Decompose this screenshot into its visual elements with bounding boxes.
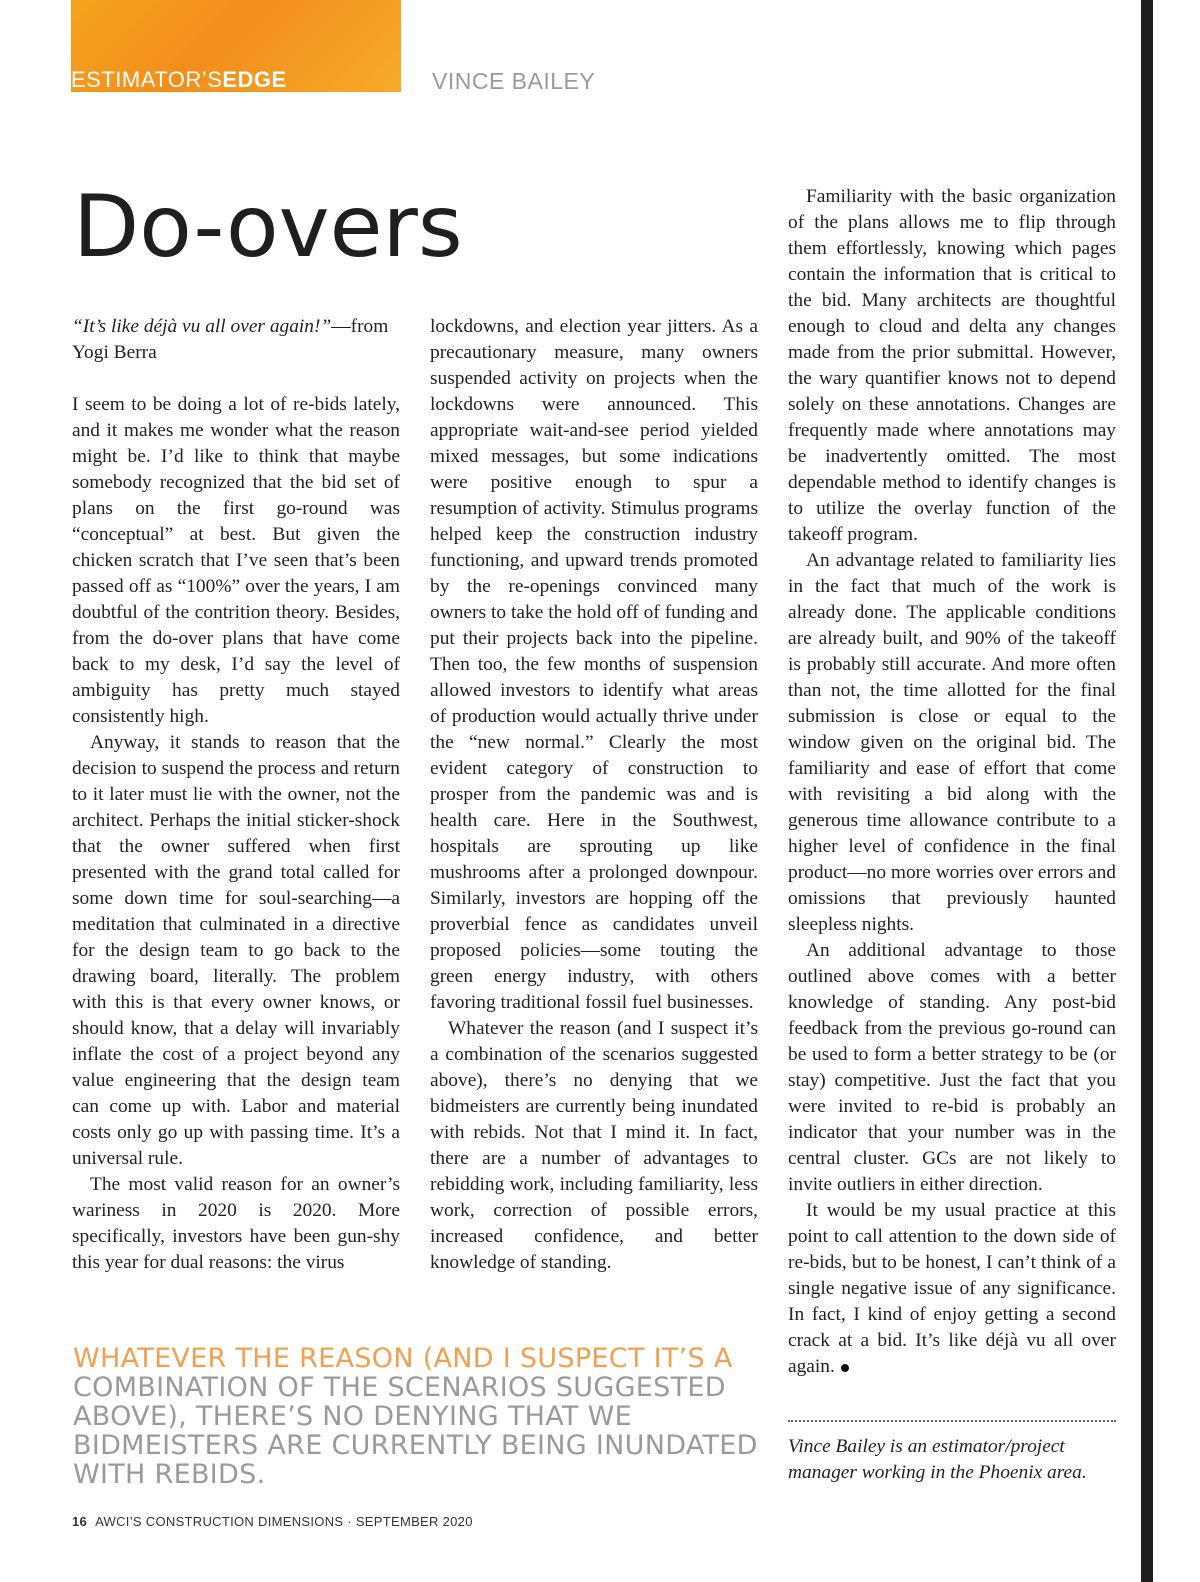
epigraph-quote: “It’s like déjà vu all over again!”	[72, 316, 332, 337]
paragraph: lockdowns, and election year jitters. As a precautionary measure, many owners suspended activity on projects when the lockdowns were announced. This appropriate wait-and-see period yielded mixed messages, but some indications were positive enough to spur a resumption of activity. Stimulus programs helped keep the construction industry functioning, and upward trends promoted by the re-openings convinced many owners to take the hold off of funding and put their projects back into the pipeline. Then too, the few months of suspension allowed investors to identify what areas of production would actually thrive under the “new normal.” Clearly the most evident category of construction to prosper from the pandemic was and is health care. Here in the Southwest, hospitals are sprouting up like mushrooms after a prolonged downpour. Similarly, investors are hopping off the proverbial fence as candidates unveil proposed policies—some touting the green energy industry, with others favoring traditional fossil fuel businesses.	[430, 316, 758, 1013]
paragraph: The most valid reason for an owner’s wariness in 2020 is 2020. More specifically, investors have been gun-shy this year for dual reasons: the virus	[72, 1174, 400, 1273]
bio-divider	[788, 1420, 1116, 1422]
column-1	[72, 314, 400, 1276]
publication-info: AWCI’S CONSTRUCTION DIMENSIONS · SEPTEMBER 2020	[95, 1514, 473, 1529]
pull-quote-accent: WHATEVER THE REASON (AND I SUSPECT IT’S A	[73, 1343, 733, 1374]
paragraph: Anyway, it stands to reason that the decision to suspend the process and return to it later must lie with the owner, not the architect. Perhaps the initial sticker-shock that the owner suffered when first presented with the grand total called for some down time for soul-searching—a meditation that culminated in a directive for the design team to go back to the drawing board, literally. The problem with this is that every owner knows, or should know, that a delay will invariably inflate the cost of a project beyond any value engineering that the design team can come up with. Labor and material costs only go up with passing time. It’s a universal rule.	[72, 732, 400, 1169]
author-name-header: VINCE BAILEY	[432, 68, 596, 94]
paragraph: An advantage related to familiarity lies in the fact that much of the work is already done. The applicable conditions are already built, and 90% of the takeoff is probably still accurate. And more often than not, the time allotted for the final submission is close or equal to the window given on the original bid. The familiarity and ease of effort that come with revisiting a bid along with the generous time allowance contribute to a higher level of confidence in the final product—no more worries over errors and omissions that previously haunted sleepless nights.	[788, 550, 1116, 935]
paragraph: Whatever the reason (and I suspect it’s a combination of the scenarios suggested above), there’s no denying that we bidmeisters are currently being inundated with rebids. Not that I mind it. In fact, there are a number of advantages to rebidding work, including familiarity, less work, correction of possible errors, increased confidence, and better knowledge of standing.	[430, 1018, 758, 1273]
paragraph: It would be my usual practice at this point to call attention to the down side of re-bids, but to be honest, I can’t think of a single negative issue of any significance. In fact, I kind of enjoy getting a second crack at a bid. It’s like déjà vu all over again.	[788, 1200, 1116, 1377]
page-footer	[72, 1514, 473, 1529]
article-title: Do-overs	[73, 177, 463, 277]
paragraph: I seem to be doing a lot of re-bids lately, and it makes me wonder what the reason might be. I’d like to think that maybe somebody recognized that the bid set of plans on the first go-round was “conceptual” at best. But given the chicken scratch that I’ve seen that’s been passed off as “100%” over the years, I am doubtful of the contrition theory. Besides, from the do-over plans that have come back to my desk, I’d say the level of ambiguity has pretty much stayed consistently high.	[72, 394, 400, 727]
end-mark-icon	[841, 1364, 849, 1372]
page-edge-bar	[1141, 0, 1153, 1582]
column-3	[788, 184, 1116, 1380]
pull-quote	[73, 1344, 773, 1489]
pull-quote-rest: COMBINATION OF THE SCENARIOS SUGGESTED ABOVE), THERE’S NO DENYING THAT WE BIDMEISTERS ARE CURRENTLY BEING INUNDATED WITH REBIDS.	[73, 1372, 758, 1490]
section-label	[71, 68, 287, 92]
author-bio: Vince Bailey is an estimator/project manager working in the Phoenix area.	[788, 1436, 1087, 1483]
page-number: 16	[72, 1514, 88, 1529]
column-2	[430, 314, 758, 1276]
epigraph-attribution: —from Yogi Berra	[72, 316, 389, 363]
epigraph	[72, 314, 400, 366]
paragraph: Familiarity with the basic organization of the plans allows me to flip through them effortlessly, knowing which pages contain the information that is critical to the bid. Many architects are thoughtful enough to cloud and delta any changes made from the prior submittal. However, the wary quantifier knows not to depend solely on these annotations. Changes are frequently made where annotations may be inadvertently omitted. The most dependable method to identify changes is to utilize the overlay function of the takeoff program.	[788, 186, 1116, 545]
paragraph: An additional advantage to those outlined above comes with a better knowledge of standing. Any post-bid feedback from the previous go-round can be used to form a better strategy to be (or stay) competitive. Just the fact that you were invited to re-bid is probably an indicator that your number was in the central cluster. GCs are not likely to invite outliers in either direction.	[788, 940, 1116, 1195]
final-paragraph	[788, 1198, 1116, 1380]
section-label-regular: ESTIMATOR’S	[71, 67, 223, 92]
section-label-bold: EDGE	[222, 67, 287, 92]
